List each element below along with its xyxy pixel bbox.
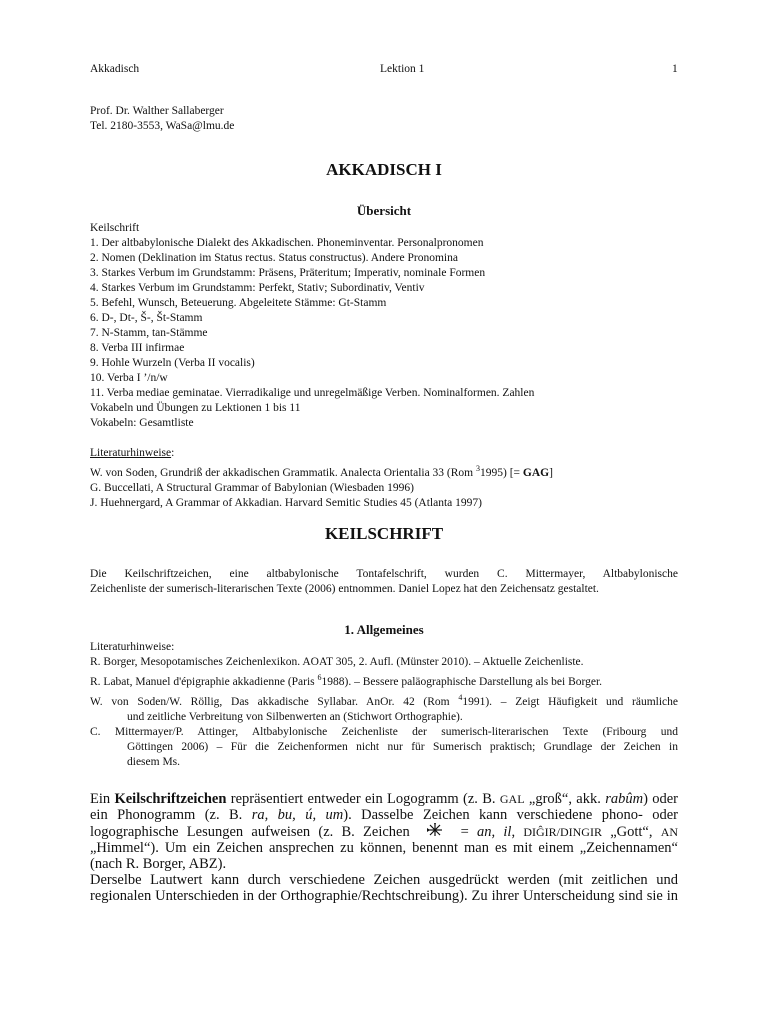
list-item: Vokabeln: Gesamtliste [90,417,194,429]
list-item: 2. Nomen (Deklination im Status rectus. Status constructus). Andere Pronomina [90,252,458,264]
list-item: 3. Starkes Verbum im Grundstamm: Präsens, Präteritum; Imperativ, nominale Formen [90,267,486,279]
author-block [90,104,678,134]
overview-heading: Übersicht [356,203,412,218]
section-title-keilschrift: KEILSCHRIFT [324,524,444,543]
author-contact: Tel. 2180-3553, WaSa@lmu.de [90,120,235,132]
overview-list [90,221,678,431]
list-item: 9. Hohle Wurzeln (Verba II vocalis) [90,357,255,369]
reference-huehnergard: J. Huehnergard, A Grammar of Akkadian. Harvard Semitic Studies 45 (Atlanta 1997) [90,496,482,509]
body-text: Ein Keilschriftzeichen repräsentiert entweder ein Logogramm (z. B. GAL „groß“, akk. rabûm) oder ein Phonogramm (z. B. ra, bu, ú, um). Dasselbe Zeichen kann verschiedene phono- oder logographische Lesungen aufweisen (z. B. Zeichen = an, il, DIĜIR/DINGIR „Gott“, AN „Himmel“). Um ein Zeichen ansprechen zu können, benennt man es mit einem „Zeichennamen“ (nach R. Borger, ABZ). Derselbe Lautwert kann durch verschiedene Zeichen ausgedrückt werden (mit zeitlichen und regionalen Unterschieden in der Orthographie/Rechtschreibung). Zu ihrer Unterscheidung sind sie in [90,791,679,904]
reference-buccellati: G. Buccellati, A Structural Grammar of Babylonian (Wiesbaden 1996) [90,481,415,494]
list-item: 4. Starkes Verbum im Grundstamm: Perfekt, Stativ; Subordinativ, Ventiv [90,282,425,294]
reference-borger: R. Borger, Mesopotamisches Zeichenlexikon. AOAT 305, 2. Aufl. (Münster 2010). – Aktuelle Zeichenliste. [90,656,584,668]
list-item: 6. D-, Dt-, Š-, Št-Stamm [90,312,203,324]
header-center: Lektion 1 [380,63,425,75]
author-name: Prof. Dr. Walther Sallaberger [90,105,224,117]
allgemeines-literature: Literaturhinweise: R. Borger, Mesopotamisches Zeichenlexikon. AOAT 305, 2. Aufl. (Münster 2010). – Aktuelle Zeichenliste. R. Labat, Manuel d'épigraphie akkadienne (Paris $^6$1988). – Bessere paläographische Darstellung als bei Borger. W. von Soden/W. Röllig, Das akkadische Syllabar. AnOr. 42 (Rom $^4$1991). – Zeigt Häufigkeit und räumliche und zeitliche Verbreitung von Silbenwerten an (Stichwort Orthographie). C. Mittermayer/P. Attinger, Altbabylonische Zeichenliste der sumerisch-literarischen Texte (Fribourg und Göttingen 2006) – Für die Zeichenformen nicht nur für Sumerisch praktisch; Grundlage der Zeichen in diesem Ms. [90,641,678,768]
list-item: Vokabeln und Übungen zu Lektionen 1 bis 11 [90,402,301,414]
allgemeines-heading: 1. Allgemeines [344,622,424,637]
reference-soden-roellig: W. von Soden/W. Röllig, Das akkadische Syllabar. AnOr. 42 (Rom $^4$1991). – Zeigt Häufigkeit und räumliche [90,692,678,708]
reference-labat: R. Labat, Manuel d'épigraphie akkadienne (Paris $^6$1988). – Bessere paläographische Darstellung als bei Borger. [90,673,603,688]
list-item: Keilschrift [90,222,140,234]
list-item: 5. Befehl, Wunsch, Beteuerung. Abgeleitete Stämme: Gt-Stamm [90,297,387,309]
document-title: AKKADISCH I [326,160,442,179]
reference-soden: W. von Soden, Grundriß der akkadischen Grammatik. Analecta Orientalia 33 (Rom $^3$1995) [= GAG] [90,464,553,479]
list-item: 7. N-Stamm, tan-Stämme [90,327,208,339]
keilschrift-intro: Die Keilschriftzeichen, eine altbabylonische Tontafelschrift, wurden C. Mittermayer, Altbabylonische Zeichenliste der sumerisch-literarischen Texte (2006) entnommen. Daniel Lopez hat den Zeichensatz gestaltet. [90,568,678,595]
list-item: 10. Verba I ’/n/w [90,372,168,384]
header-page-number: 1 [672,63,678,75]
list-item: 1. Der altbabylonische Dialekt des Akkadischen. Phoneminventar. Personalpronomen [90,237,484,249]
cuneiform-an-sign-icon [426,823,444,837]
literature-block: Literaturhinweise: W. von Soden, Grundriß der akkadischen Grammatik. Analecta Orientalia 33 (Rom $^3$1995) [= GAG] G. Buccellati, A Structural Grammar of Babylonian (Wiesbaden 1996) J. Huehnergard, A Grammar of Akkadian. Harvard Semitic Studies 45 (Atlanta 1997) [90,446,678,511]
list-item: 11. Verba mediae geminatae. Vierradikalige und unregelmäßige Verben. Nominalformen. Zahlen [90,387,535,399]
literature-heading: Literaturhinweise [90,447,172,459]
reference-mittermayer: C. Mittermayer/P. Attinger, Altbabylonische Zeichenliste der sumerisch-literarischen Texte (Fribourg und [90,725,678,738]
list-item: 8. Verba III infirmae [90,342,185,354]
header-left: Akkadisch [90,63,140,75]
